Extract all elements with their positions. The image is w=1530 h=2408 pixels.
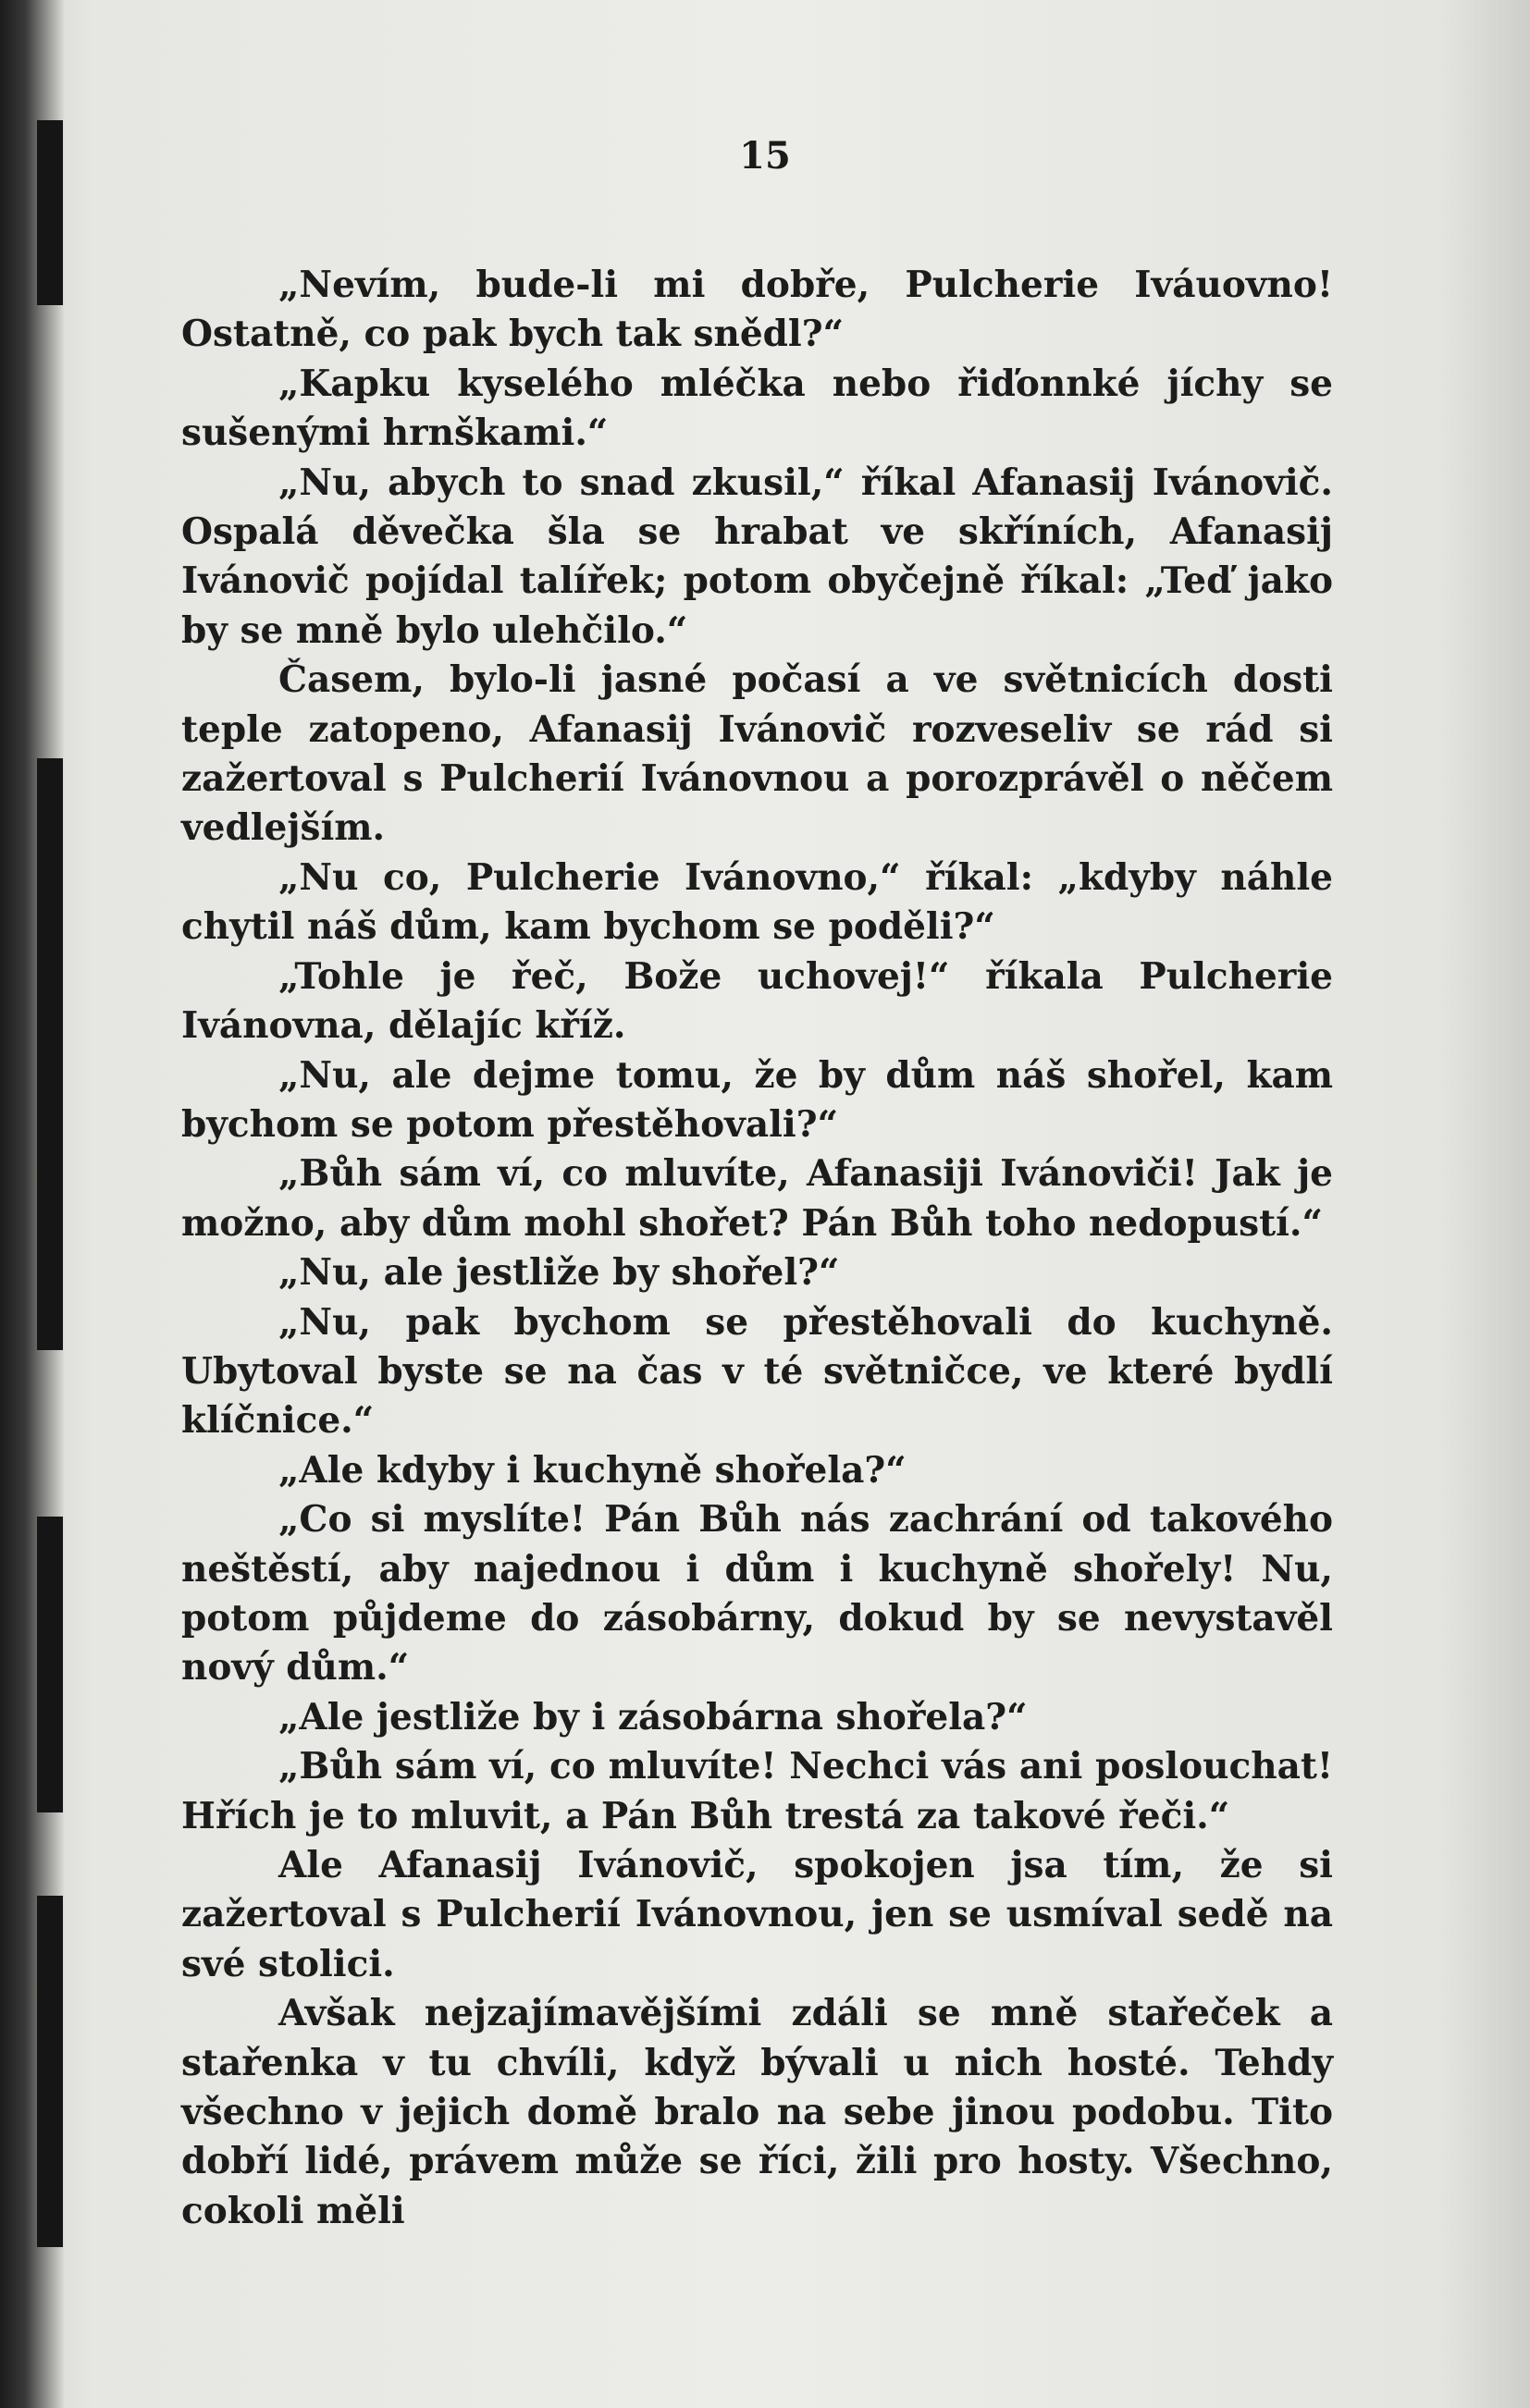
paragraph: Ale Afanasij Ivánovič, spokojen jsa tím, že si zažertoval s Pulcherií Ivánovnou, jen se usmíval sedě na své stolici.: [181, 1844, 1333, 1985]
body-text: [181, 261, 1333, 2236]
paragraph: „Ale kdyby i kuchyně shořela?“: [278, 1448, 907, 1492]
paragraph: „Nu co, Pulcherie Ivánovno,“ říkal: „kdyby náhle chytil náš dům, kam bychom se poděli?“: [181, 855, 1333, 949]
paragraph: „Nu, pak bychom se přestěhovali do kuchyně. Ubytoval byste se na čas v té světničce, ve které bydlí klíčnice.“: [181, 1300, 1333, 1443]
paragraph: „Ale jestliže by i zásobárna shořela?“: [278, 1695, 1028, 1738]
binding-mark: [37, 1896, 63, 2247]
paragraph: „Co si myslíte! Pán Bůh nás zachrání od takového neštěstí, aby najednou i dům i kuchyně shořely! Nu, potom půjdeme do zásobárny, dokud by se nevystavěl nový dům.“: [181, 1498, 1333, 1689]
binding-mark: [37, 758, 63, 1350]
paragraph: „Nevím, bude-li mi dobře, Pulcherie Iváuovno! Ostatně, co pak bych tak snědl?“: [181, 264, 1333, 356]
paragraph: „Nu, ale jestliže by shořel?“: [278, 1251, 840, 1295]
paragraph: Avšak nejzajímavějšími zdáli se mně stařeček a stařenka v tu chvíli, když bývali u nich hosté. Tehdy všechno v jejich domě bralo na sebe jinou podobu. Tito dobří lidé, právem může se říci, žili pro hosty. Všechno, cokoli měli: [181, 1992, 1333, 2232]
paragraph: „Nu, ale dejme tomu, že by dům náš shořel, kam bychom se potom přestěhovali?“: [181, 1053, 1333, 1146]
paragraph: „Tohle je řeč, Bože uchovej!“ říkala Pulcherie Ivánovna, dělajíc kříž.: [181, 954, 1333, 1048]
paragraph: „Bůh sám ví, co mluvíte! Nechci vás ani poslouchat! Hřích je to mluvit, a Pán Bůh trestá za takové řeči.“: [181, 1745, 1333, 1837]
paragraph: Časem, bylo-li jasné počasí a ve světnicích dosti teple zatopeno, Afanasij Ivánovič rozveseliv se rád si zažertoval s Pulcherií Ivánovnou a porozprávěl o něčem vedlejším.: [181, 658, 1333, 850]
paragraph: „Nu, abych to snad zkusil,“ říkal Afanasij Ivánovič. Ospalá děvečka šla se hrabat ve skříních, Afanasij Ivánovič pojídal talířek; potom obyčejně říkal: „Teď jako by se mně bylo ulehčilo.“: [181, 461, 1333, 652]
page-number: 15: [739, 134, 791, 178]
paragraph: „Kapku kyselého mléčka nebo řiďonnké jíchy se sušenými hrnškami.“: [181, 362, 1333, 455]
paragraph: „Bůh sám ví, co mluvíte, Afanasiji Ivánoviči! Jak je možno, aby dům mohl shořet? Pán Bůh toho nedopustí.“: [181, 1152, 1333, 1245]
binding-mark: [37, 1517, 63, 1812]
